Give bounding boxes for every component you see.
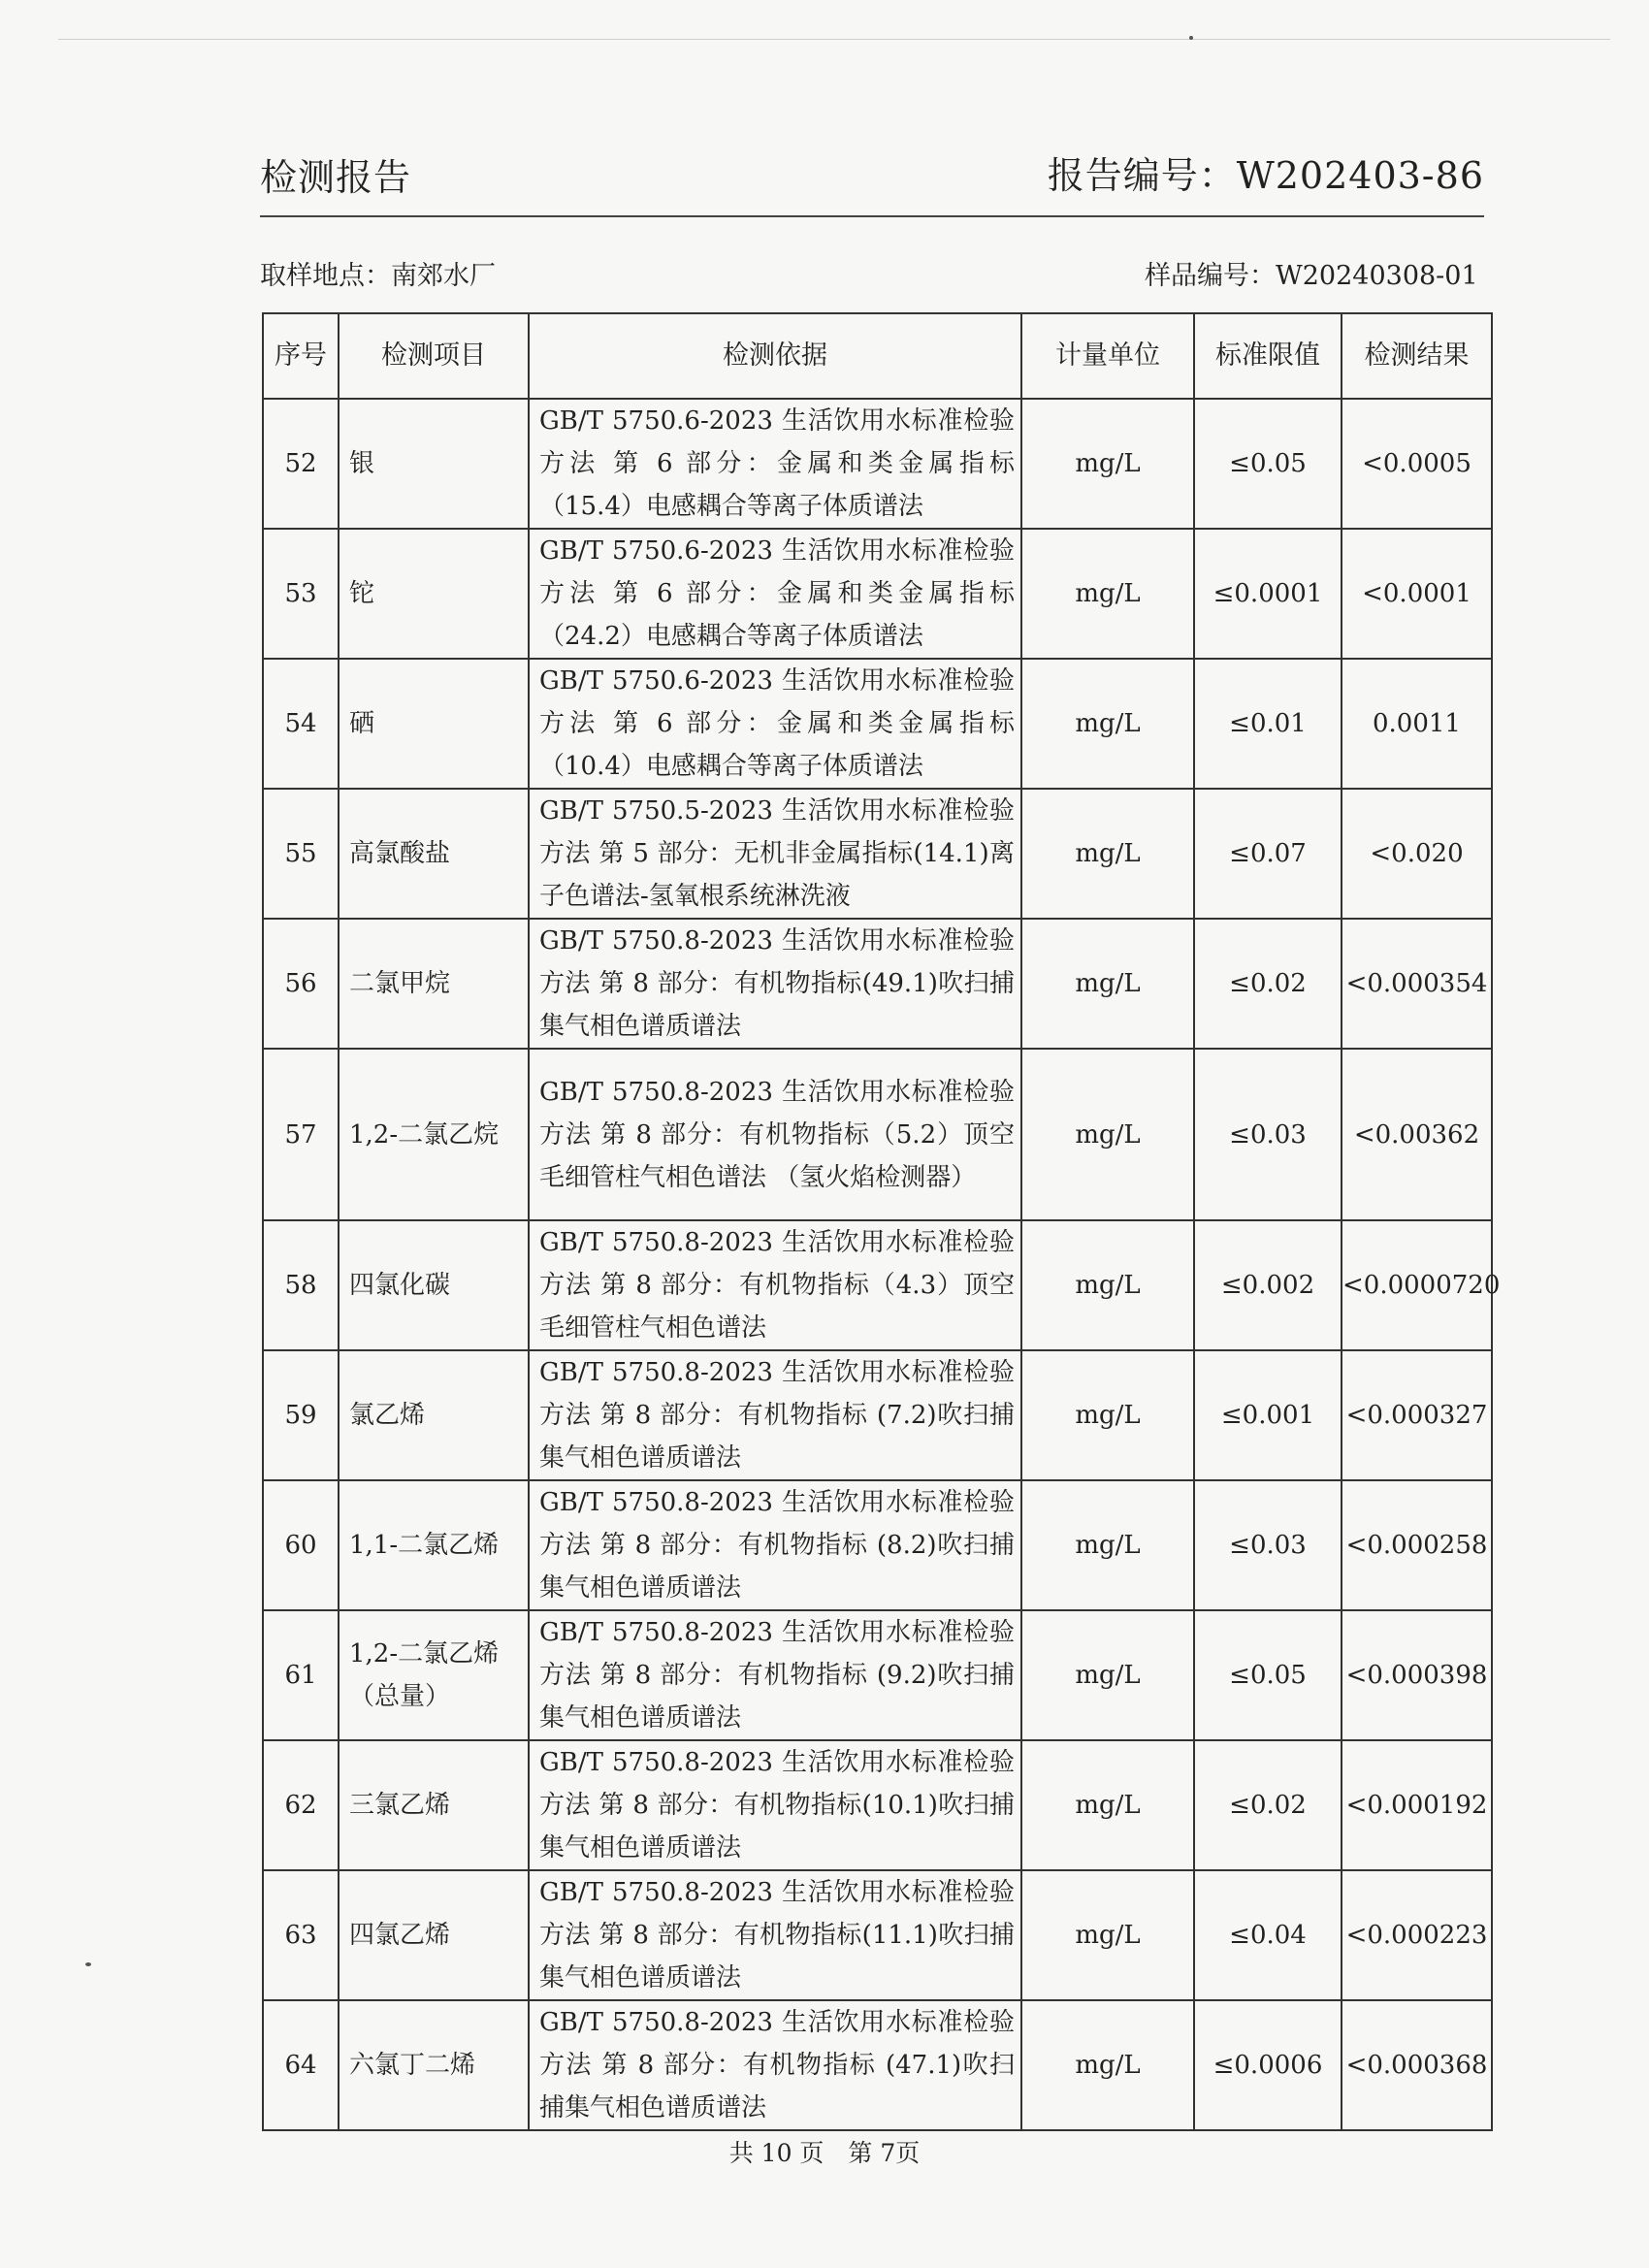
test-result: <0.000354 bbox=[1342, 919, 1492, 1049]
table-row bbox=[263, 659, 1492, 789]
test-basis: GB/T 5750.8-2023 生活饮用水标准检验方法 第 8 部分：有机物指标(49.1)吹扫捕集气相色谱质谱法 bbox=[529, 919, 1021, 1049]
unit: mg/L bbox=[1021, 919, 1194, 1049]
test-item: 氯乙烯 bbox=[339, 1350, 529, 1480]
standard-limit: ≤0.03 bbox=[1194, 1049, 1342, 1220]
standard-limit: ≤0.001 bbox=[1194, 1350, 1342, 1480]
test-result: <0.000192 bbox=[1342, 1740, 1492, 1870]
test-basis: GB/T 5750.8-2023 生活饮用水标准检验方法 第 8 部分：有机物指标 (47.1)吹扫捕集气相色谱质谱法 bbox=[529, 2000, 1021, 2130]
row-number: 64 bbox=[263, 2000, 339, 2130]
report-header bbox=[260, 146, 1484, 217]
row-number: 56 bbox=[263, 919, 339, 1049]
standard-limit: ≤0.03 bbox=[1194, 1480, 1342, 1610]
standard-limit: ≤0.02 bbox=[1194, 1740, 1342, 1870]
sampling-location: 取样地点：南郊水厂 bbox=[260, 261, 496, 291]
test-item: 银 bbox=[339, 399, 529, 529]
table-row bbox=[263, 1350, 1492, 1480]
col-header-item: 检测项目 bbox=[339, 313, 529, 399]
test-basis: GB/T 5750.6-2023 生活饮用水标准检验方法 第 6 部分：金属和类金属指标（15.4）电感耦合等离子体质谱法 bbox=[529, 399, 1021, 529]
table-row bbox=[263, 1049, 1492, 1220]
row-number: 62 bbox=[263, 1740, 339, 1870]
test-result: <0.000223 bbox=[1342, 1870, 1492, 2000]
test-result: 0.0011 bbox=[1342, 659, 1492, 789]
test-basis: GB/T 5750.8-2023 生活饮用水标准检验方法 第 8 部分：有机物指标 (8.2)吹扫捕集气相色谱质谱法 bbox=[529, 1480, 1021, 1610]
report-title: 检测报告 bbox=[260, 156, 412, 199]
col-header-basis: 检测依据 bbox=[529, 313, 1021, 399]
table-row bbox=[263, 1870, 1492, 2000]
standard-limit: ≤0.0006 bbox=[1194, 2000, 1342, 2130]
test-item: 四氯化碳 bbox=[339, 1220, 529, 1350]
unit: mg/L bbox=[1021, 1610, 1194, 1740]
unit: mg/L bbox=[1021, 1740, 1194, 1870]
unit: mg/L bbox=[1021, 2000, 1194, 2130]
test-result: <0.0000720 bbox=[1342, 1220, 1492, 1350]
standard-limit: ≤0.05 bbox=[1194, 399, 1342, 529]
test-item: 铊 bbox=[339, 529, 529, 659]
unit: mg/L bbox=[1021, 1220, 1194, 1350]
row-number: 63 bbox=[263, 1870, 339, 2000]
test-basis: GB/T 5750.6-2023 生活饮用水标准检验方法 第 6 部分：金属和类金属指标（24.2）电感耦合等离子体质谱法 bbox=[529, 529, 1021, 659]
standard-limit: ≤0.002 bbox=[1194, 1220, 1342, 1350]
standard-limit: ≤0.02 bbox=[1194, 919, 1342, 1049]
unit: mg/L bbox=[1021, 789, 1194, 919]
table-row bbox=[263, 1610, 1492, 1740]
test-item: 六氯丁二烯 bbox=[339, 2000, 529, 2130]
scan-edge-line bbox=[58, 39, 1610, 40]
row-number: 54 bbox=[263, 659, 339, 789]
test-result: <0.000368 bbox=[1342, 2000, 1492, 2130]
page-footer-pagination: 共 10 页 第 7页 bbox=[728, 2139, 921, 2167]
table-row bbox=[263, 1220, 1492, 1350]
test-item: 硒 bbox=[339, 659, 529, 789]
test-basis: GB/T 5750.8-2023 生活饮用水标准检验方法 第 8 部分：有机物指标(11.1)吹扫捕集气相色谱质谱法 bbox=[529, 1870, 1021, 2000]
unit: mg/L bbox=[1021, 1480, 1194, 1610]
test-item: 1,2-二氯乙烷 bbox=[339, 1049, 529, 1220]
sample-number: 样品编号：W20240308-01 bbox=[1145, 261, 1478, 291]
unit: mg/L bbox=[1021, 529, 1194, 659]
test-basis: GB/T 5750.8-2023 生活饮用水标准检验方法 第 8 部分：有机物指标（5.2）顶空毛细管柱气相色谱法 （氢火焰检测器） bbox=[529, 1049, 1021, 1220]
row-number: 60 bbox=[263, 1480, 339, 1610]
col-header-unit: 计量单位 bbox=[1021, 313, 1194, 399]
unit: mg/L bbox=[1021, 1870, 1194, 2000]
report-number: 报告编号：W202403-86 bbox=[1047, 154, 1484, 197]
row-number: 53 bbox=[263, 529, 339, 659]
test-result: <0.020 bbox=[1342, 789, 1492, 919]
unit: mg/L bbox=[1021, 659, 1194, 789]
col-header-no: 序号 bbox=[263, 313, 339, 399]
standard-limit: ≤0.0001 bbox=[1194, 529, 1342, 659]
test-results-table bbox=[262, 312, 1501, 2131]
test-result: <0.000327 bbox=[1342, 1350, 1492, 1480]
test-result: <0.000258 bbox=[1342, 1480, 1492, 1610]
table-row bbox=[263, 789, 1492, 919]
test-item: 三氯乙烯 bbox=[339, 1740, 529, 1870]
test-basis: GB/T 5750.5-2023 生活饮用水标准检验方法 第 5 部分：无机非金属指标(14.1)离子色谱法-氢氧根系统淋洗液 bbox=[529, 789, 1021, 919]
standard-limit: ≤0.07 bbox=[1194, 789, 1342, 919]
standard-limit: ≤0.04 bbox=[1194, 1870, 1342, 2000]
test-item: 二氯甲烷 bbox=[339, 919, 529, 1049]
col-header-limit: 标准限值 bbox=[1194, 313, 1342, 399]
col-header-result: 检测结果 bbox=[1342, 313, 1492, 399]
test-result: <0.0005 bbox=[1342, 399, 1492, 529]
row-number: 52 bbox=[263, 399, 339, 529]
test-item: 1,2-二氯乙烯（总量） bbox=[339, 1610, 529, 1740]
row-number: 58 bbox=[263, 1220, 339, 1350]
row-number: 57 bbox=[263, 1049, 339, 1220]
standard-limit: ≤0.01 bbox=[1194, 659, 1342, 789]
standard-limit: ≤0.05 bbox=[1194, 1610, 1342, 1740]
unit: mg/L bbox=[1021, 399, 1194, 529]
test-item: 四氯乙烯 bbox=[339, 1870, 529, 2000]
test-item: 1,1-二氯乙烯 bbox=[339, 1480, 529, 1610]
test-result: <0.0001 bbox=[1342, 529, 1492, 659]
unit: mg/L bbox=[1021, 1049, 1194, 1220]
row-number: 61 bbox=[263, 1610, 339, 1740]
unit: mg/L bbox=[1021, 1350, 1194, 1480]
test-result: <0.000398 bbox=[1342, 1610, 1492, 1740]
table-row bbox=[263, 529, 1492, 659]
table-row bbox=[263, 919, 1492, 1049]
table-row bbox=[263, 1480, 1492, 1610]
test-result: <0.00362 bbox=[1342, 1049, 1492, 1220]
scan-speck bbox=[1189, 36, 1193, 40]
test-basis: GB/T 5750.8-2023 生活饮用水标准检验方法 第 8 部分：有机物指标 (9.2)吹扫捕集气相色谱质谱法 bbox=[529, 1610, 1021, 1740]
test-basis: GB/T 5750.6-2023 生活饮用水标准检验方法 第 6 部分：金属和类金属指标（10.4）电感耦合等离子体质谱法 bbox=[529, 659, 1021, 789]
table-header-row bbox=[263, 313, 1492, 399]
test-basis: GB/T 5750.8-2023 生活饮用水标准检验方法 第 8 部分：有机物指标（4.3）顶空毛细管柱气相色谱法 bbox=[529, 1220, 1021, 1350]
row-number: 55 bbox=[263, 789, 339, 919]
scan-speck bbox=[85, 1962, 91, 1966]
table-row bbox=[263, 1740, 1492, 1870]
test-basis: GB/T 5750.8-2023 生活饮用水标准检验方法 第 8 部分：有机物指标 (7.2)吹扫捕集气相色谱质谱法 bbox=[529, 1350, 1021, 1480]
table-row bbox=[263, 399, 1492, 529]
test-item: 高氯酸盐 bbox=[339, 789, 529, 919]
row-number: 59 bbox=[263, 1350, 339, 1480]
test-basis: GB/T 5750.8-2023 生活饮用水标准检验方法 第 8 部分：有机物指标(10.1)吹扫捕集气相色谱质谱法 bbox=[529, 1740, 1021, 1870]
table-row bbox=[263, 2000, 1492, 2130]
